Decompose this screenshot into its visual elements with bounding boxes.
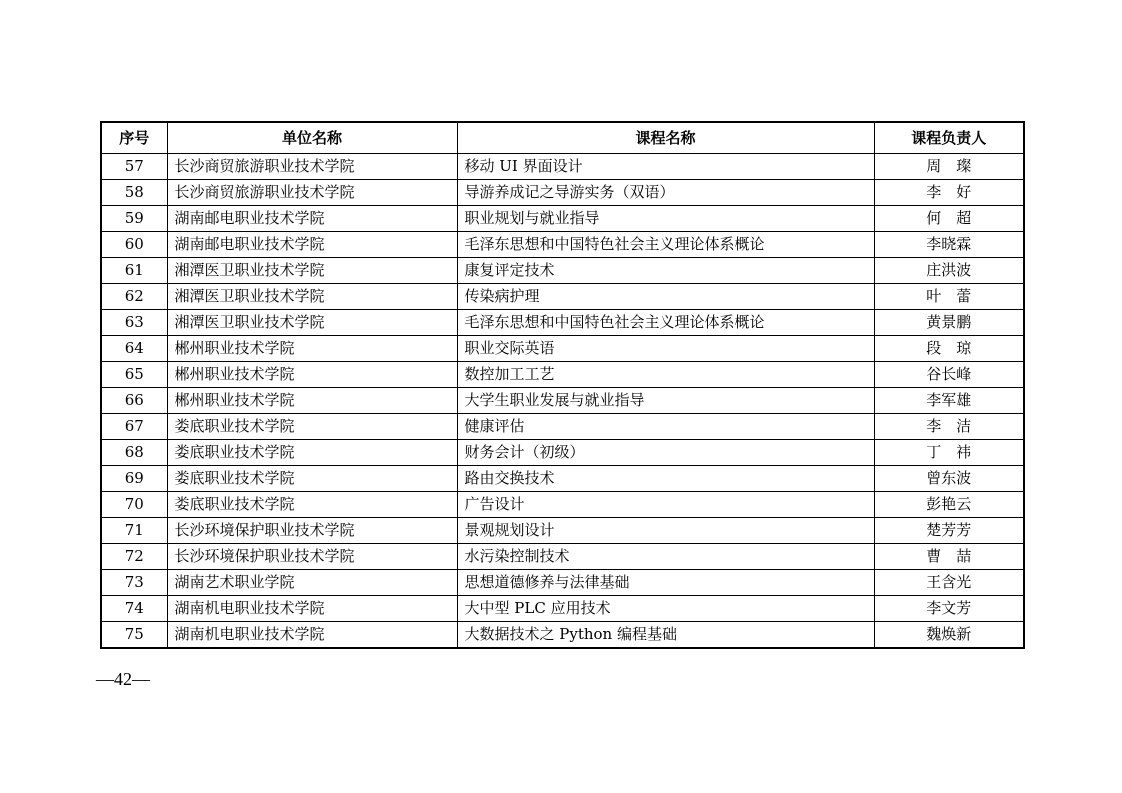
cell-course: 景观规划设计 (457, 518, 874, 544)
table-row (101, 544, 1024, 570)
cell-course: 数控加工工艺 (457, 362, 874, 388)
cell-unit: 湘潭医卫职业技术学院 (167, 258, 457, 284)
cell-unit: 郴州职业技术学院 (167, 388, 457, 414)
cell-no: 61 (101, 258, 167, 284)
table-row (101, 180, 1024, 206)
cell-no: 70 (101, 492, 167, 518)
header-unit: 单位名称 (167, 122, 457, 154)
cell-no: 58 (101, 180, 167, 206)
table-row (101, 310, 1024, 336)
cell-person: 庄洪波 (874, 258, 1024, 284)
cell-course: 职业规划与就业指导 (457, 206, 874, 232)
page-number: —42— (96, 669, 150, 689)
cell-person: 段 琼 (874, 336, 1024, 362)
cell-person: 李军雄 (874, 388, 1024, 414)
table-row (101, 336, 1024, 362)
cell-no: 60 (101, 232, 167, 258)
header-person: 课程负责人 (874, 122, 1024, 154)
cell-no: 66 (101, 388, 167, 414)
cell-person: 周 璨 (874, 154, 1024, 180)
cell-course: 毛泽东思想和中国特色社会主义理论体系概论 (457, 310, 874, 336)
cell-person: 李晓霖 (874, 232, 1024, 258)
cell-no: 64 (101, 336, 167, 362)
cell-person: 黄景鹏 (874, 310, 1024, 336)
cell-no: 71 (101, 518, 167, 544)
course-list-table (100, 121, 1025, 649)
table-row (101, 154, 1024, 180)
cell-unit: 娄底职业技术学院 (167, 414, 457, 440)
cell-course: 广告设计 (457, 492, 874, 518)
cell-person: 何 超 (874, 206, 1024, 232)
table-row (101, 518, 1024, 544)
table-row (101, 492, 1024, 518)
cell-no: 69 (101, 466, 167, 492)
cell-unit: 湖南机电职业技术学院 (167, 622, 457, 649)
cell-no: 68 (101, 440, 167, 466)
cell-course: 财务会计（初级） (457, 440, 874, 466)
cell-unit: 湖南机电职业技术学院 (167, 596, 457, 622)
cell-course: 导游养成记之导游实务（双语） (457, 180, 874, 206)
cell-unit: 郴州职业技术学院 (167, 362, 457, 388)
table-row (101, 388, 1024, 414)
cell-unit: 长沙商贸旅游职业技术学院 (167, 154, 457, 180)
cell-person: 谷长峰 (874, 362, 1024, 388)
cell-course: 健康评估 (457, 414, 874, 440)
cell-no: 62 (101, 284, 167, 310)
cell-course: 职业交际英语 (457, 336, 874, 362)
header-row (101, 122, 1024, 154)
cell-unit: 郴州职业技术学院 (167, 336, 457, 362)
table-row (101, 284, 1024, 310)
cell-unit: 娄底职业技术学院 (167, 492, 457, 518)
cell-person: 楚芳芳 (874, 518, 1024, 544)
table-row (101, 466, 1024, 492)
table-row (101, 596, 1024, 622)
cell-no: 65 (101, 362, 167, 388)
table-body (101, 154, 1024, 649)
table-row (101, 440, 1024, 466)
cell-course: 大数据技术之 Python 编程基础 (457, 622, 874, 649)
table-row (101, 622, 1024, 649)
cell-person: 王含光 (874, 570, 1024, 596)
cell-course: 移动 UI 界面设计 (457, 154, 874, 180)
table-row (101, 232, 1024, 258)
header-course: 课程名称 (457, 122, 874, 154)
cell-course: 路由交换技术 (457, 466, 874, 492)
cell-unit: 娄底职业技术学院 (167, 466, 457, 492)
cell-course: 传染病护理 (457, 284, 874, 310)
cell-no: 57 (101, 154, 167, 180)
cell-person: 李 好 (874, 180, 1024, 206)
cell-unit: 湘潭医卫职业技术学院 (167, 310, 457, 336)
cell-no: 73 (101, 570, 167, 596)
cell-person: 李文芳 (874, 596, 1024, 622)
cell-person: 叶 蕾 (874, 284, 1024, 310)
cell-no: 59 (101, 206, 167, 232)
table-header (101, 122, 1024, 154)
table-row (101, 206, 1024, 232)
cell-unit: 长沙商贸旅游职业技术学院 (167, 180, 457, 206)
cell-person: 魏焕新 (874, 622, 1024, 649)
cell-unit: 长沙环境保护职业技术学院 (167, 518, 457, 544)
cell-person: 曹 喆 (874, 544, 1024, 570)
cell-unit: 湖南艺术职业学院 (167, 570, 457, 596)
cell-unit: 湖南邮电职业技术学院 (167, 206, 457, 232)
cell-person: 丁 祎 (874, 440, 1024, 466)
cell-no: 72 (101, 544, 167, 570)
table-row (101, 570, 1024, 596)
cell-course: 大学生职业发展与就业指导 (457, 388, 874, 414)
cell-course: 思想道德修养与法律基础 (457, 570, 874, 596)
cell-no: 74 (101, 596, 167, 622)
cell-course: 水污染控制技术 (457, 544, 874, 570)
cell-no: 67 (101, 414, 167, 440)
cell-person: 曾东波 (874, 466, 1024, 492)
header-no: 序号 (101, 122, 167, 154)
table-row (101, 258, 1024, 284)
table-row (101, 362, 1024, 388)
cell-course: 大中型 PLC 应用技术 (457, 596, 874, 622)
table-row (101, 414, 1024, 440)
cell-no: 75 (101, 622, 167, 649)
cell-person: 彭艳云 (874, 492, 1024, 518)
cell-unit: 湖南邮电职业技术学院 (167, 232, 457, 258)
cell-unit: 长沙环境保护职业技术学院 (167, 544, 457, 570)
cell-no: 63 (101, 310, 167, 336)
cell-person: 李 洁 (874, 414, 1024, 440)
cell-unit: 湘潭医卫职业技术学院 (167, 284, 457, 310)
cell-unit: 娄底职业技术学院 (167, 440, 457, 466)
cell-course: 康复评定技术 (457, 258, 874, 284)
cell-course: 毛泽东思想和中国特色社会主义理论体系概论 (457, 232, 874, 258)
